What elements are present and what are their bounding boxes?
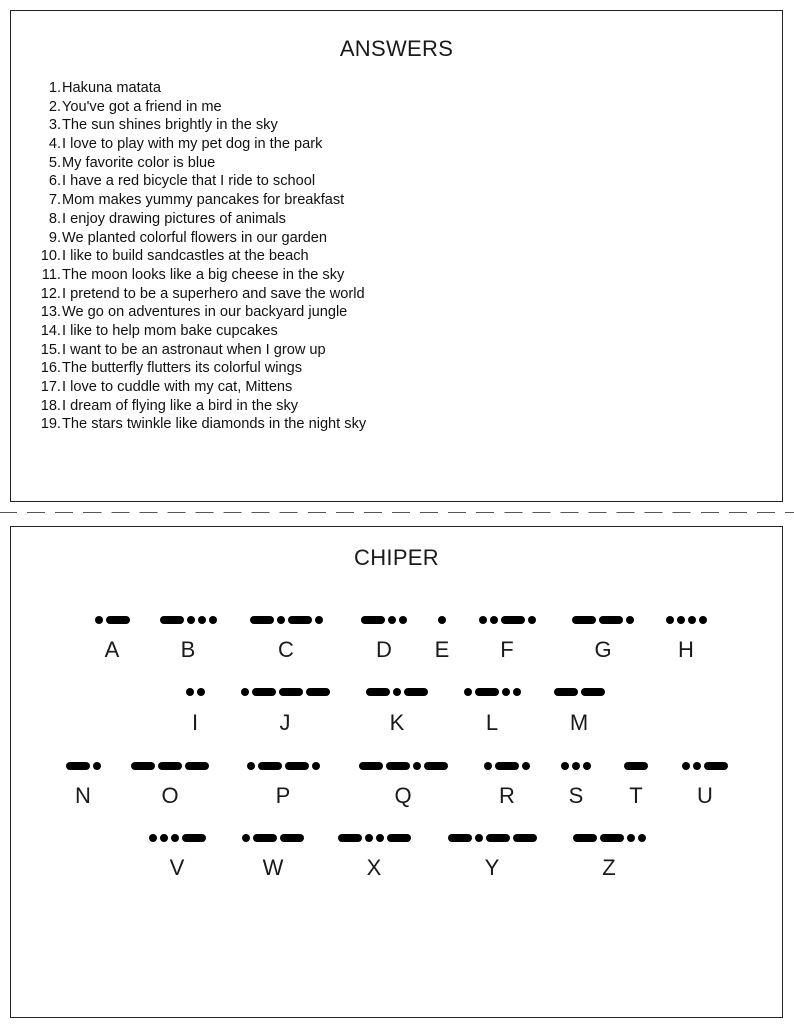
answer-text: The sun shines brightly in the sky — [62, 117, 278, 134]
morse-dash — [182, 834, 206, 842]
morse-dot — [438, 616, 446, 624]
answer-number: 8. — [48, 210, 61, 227]
morse-dot — [187, 616, 195, 624]
morse-code-t — [624, 762, 648, 770]
morse-dot — [626, 616, 634, 624]
morse-dot — [479, 616, 487, 624]
morse-code-i — [186, 688, 205, 696]
answer-text: I like to help mom bake cupcakes — [62, 322, 278, 339]
morse-dot — [638, 834, 646, 842]
answer-text: I love to cuddle with my cat, Mittens — [62, 379, 293, 395]
answer-text: We planted colorful flowers in our garden — [62, 229, 327, 246]
morse-code-q — [359, 762, 448, 770]
answer-text: The stars twinkle like diamonds in the night sky — [62, 416, 367, 433]
answer-text: My favorite color is blue — [62, 154, 216, 171]
morse-dot — [399, 616, 407, 624]
morse-dot — [160, 834, 168, 842]
morse-dot — [277, 616, 285, 624]
morse-dash — [573, 834, 597, 842]
morse-code-r — [484, 762, 530, 770]
answer-number: 19. — [40, 416, 61, 433]
morse-dot — [95, 616, 103, 624]
morse-letter-f: F — [500, 637, 514, 662]
morse-dot — [572, 762, 580, 770]
morse-dash — [386, 762, 410, 770]
morse-letter-e: E — [434, 637, 450, 662]
morse-letter-m: M — [569, 710, 589, 735]
morse-dash — [624, 762, 648, 770]
morse-dash — [131, 762, 155, 770]
answer-number: 18. — [40, 397, 61, 414]
morse-dot — [688, 616, 696, 624]
answer-text: I pretend to be a superhero and save the world — [62, 285, 365, 302]
morse-dot — [312, 762, 320, 770]
answer-number: 12. — [40, 285, 61, 302]
morse-dash — [106, 616, 130, 624]
answer-text: Mom makes yummy pancakes for breakfast — [62, 192, 345, 209]
morse-letter-s: S — [568, 783, 584, 808]
answer-number: 4. — [48, 136, 61, 153]
answer-number: 14. — [40, 322, 61, 339]
answer-text: I dream of flying like a bird in the sky — [62, 397, 299, 414]
answer-number: 7. — [48, 192, 61, 209]
morse-dot — [171, 834, 179, 842]
morse-dot — [393, 688, 401, 696]
morse-dot — [242, 834, 250, 842]
morse-letter-a: A — [104, 637, 120, 662]
morse-dash — [448, 834, 472, 842]
morse-code-c — [250, 616, 323, 624]
morse-dash — [280, 834, 304, 842]
answer-number: 3. — [48, 117, 61, 134]
morse-letter-g: G — [594, 637, 612, 662]
morse-dot — [522, 762, 530, 770]
morse-dot — [241, 688, 249, 696]
answer-number: 16. — [40, 360, 61, 377]
morse-dash — [572, 616, 596, 624]
answer-text: We go on adventures in our backyard jungle — [62, 304, 348, 321]
morse-dash — [513, 834, 537, 842]
morse-dash — [501, 616, 525, 624]
morse-dash — [306, 688, 330, 696]
morse-dash — [359, 762, 383, 770]
morse-dot — [388, 616, 396, 624]
morse-dash — [252, 688, 276, 696]
morse-letter-n: N — [75, 783, 91, 808]
morse-dot — [186, 688, 194, 696]
morse-dash — [250, 616, 274, 624]
answer-number: 2. — [48, 98, 61, 115]
morse-letter-o: O — [161, 783, 179, 808]
morse-code-y — [448, 834, 537, 842]
morse-letter-k: K — [389, 710, 405, 735]
morse-dot — [365, 834, 373, 842]
morse-letter-c: C — [278, 637, 294, 662]
morse-dash — [581, 688, 605, 696]
morse-code-u — [682, 762, 728, 770]
morse-dash — [475, 688, 499, 696]
morse-code-s — [561, 762, 591, 770]
morse-letter-d: D — [376, 637, 392, 662]
answer-number: 11. — [41, 266, 61, 283]
morse-letter-b: B — [180, 637, 196, 662]
morse-code-k — [366, 688, 428, 696]
answer-text: The butterfly flutters its colorful wings — [62, 360, 303, 377]
morse-letter-y: Y — [484, 855, 500, 880]
morse-letter-x: X — [366, 855, 382, 880]
answer-number: 15. — [40, 341, 61, 358]
morse-dot — [413, 762, 421, 770]
morse-dot — [475, 834, 483, 842]
morse-dash — [288, 616, 312, 624]
morse-dot — [93, 762, 101, 770]
morse-letter-h: H — [678, 637, 694, 662]
answer-text: I love to play with my pet dog in the park — [62, 136, 323, 153]
morse-code-z — [573, 834, 646, 842]
morse-dot — [502, 688, 510, 696]
morse-letter-t: T — [629, 783, 643, 808]
morse-dot — [484, 762, 492, 770]
answer-text: You've got a friend in me — [62, 98, 222, 115]
morse-dash — [704, 762, 728, 770]
morse-code-w — [242, 834, 304, 842]
morse-code-m — [554, 688, 605, 696]
answers-title: ANSWERS — [339, 36, 454, 61]
morse-dash — [258, 762, 282, 770]
morse-dash — [66, 762, 90, 770]
morse-letter-v: V — [169, 855, 185, 880]
morse-dash — [338, 834, 362, 842]
morse-code-p — [247, 762, 320, 770]
morse-code-l — [464, 688, 521, 696]
morse-dash — [366, 688, 390, 696]
morse-dot — [682, 762, 690, 770]
morse-dot — [197, 688, 205, 696]
morse-dash — [361, 616, 385, 624]
morse-code-h — [666, 616, 707, 624]
morse-code-x — [338, 834, 411, 842]
morse-dot — [490, 616, 498, 624]
morse-dash — [486, 834, 510, 842]
morse-dot — [693, 762, 701, 770]
morse-code-n — [66, 762, 101, 770]
morse-dot — [528, 616, 536, 624]
morse-dash — [600, 834, 624, 842]
morse-dash — [404, 688, 428, 696]
answer-number: 13. — [40, 304, 61, 321]
morse-dot — [209, 616, 217, 624]
morse-dot — [149, 834, 157, 842]
answer-text: The moon looks like a big cheese in the sky — [62, 266, 345, 283]
morse-code-o — [131, 762, 209, 770]
morse-dot — [513, 688, 521, 696]
morse-dash — [185, 762, 209, 770]
morse-dash — [279, 688, 303, 696]
morse-dash — [554, 688, 578, 696]
morse-dash — [253, 834, 277, 842]
answer-number: 9. — [48, 229, 61, 246]
morse-code-j — [241, 688, 330, 696]
morse-code-f — [479, 616, 536, 624]
morse-dash — [599, 616, 623, 624]
answer-text: I like to build sandcastles at the beach — [62, 248, 309, 265]
morse-letter-r: R — [499, 783, 515, 808]
morse-dash — [495, 762, 519, 770]
morse-dot — [583, 762, 591, 770]
morse-dash — [387, 834, 411, 842]
morse-letter-j: J — [279, 710, 291, 735]
morse-dash — [158, 762, 182, 770]
morse-dot — [376, 834, 384, 842]
morse-dot — [699, 616, 707, 624]
morse-dot — [247, 762, 255, 770]
answer-number: 1. — [48, 80, 61, 96]
morse-dot — [315, 616, 323, 624]
morse-code-a — [95, 616, 130, 624]
morse-dash — [285, 762, 309, 770]
morse-dot — [561, 762, 569, 770]
morse-code-e — [438, 616, 446, 624]
answer-number: 17. — [40, 379, 61, 395]
morse-letter-u: U — [697, 783, 713, 808]
morse-code-b — [160, 616, 217, 624]
morse-letter-l: L — [485, 710, 499, 735]
morse-letter-z: Z — [602, 855, 616, 880]
morse-dot — [464, 688, 472, 696]
morse-dot — [627, 834, 635, 842]
answer-text: I enjoy drawing pictures of animals — [62, 210, 286, 227]
cipher-title: CHIPER — [354, 545, 439, 570]
morse-letter-q: Q — [394, 783, 412, 808]
answer-number: 6. — [48, 173, 61, 190]
answer-number: 10. — [40, 248, 61, 265]
morse-code-v — [149, 834, 206, 842]
morse-letter-w: W — [262, 855, 284, 880]
morse-dot — [198, 616, 206, 624]
answer-text: I have a red bicycle that I ride to school — [62, 173, 316, 190]
morse-letter-i: I — [191, 710, 199, 735]
morse-dot — [666, 616, 674, 624]
morse-code-g — [572, 616, 634, 624]
morse-dash — [160, 616, 184, 624]
morse-dash — [424, 762, 448, 770]
answer-number: 5. — [48, 154, 61, 171]
morse-letter-p: P — [275, 783, 291, 808]
morse-code-d — [361, 616, 407, 624]
morse-dot — [677, 616, 685, 624]
answer-text: Hakuna matata — [62, 80, 161, 96]
answer-text: I want to be an astronaut when I grow up — [62, 341, 326, 358]
